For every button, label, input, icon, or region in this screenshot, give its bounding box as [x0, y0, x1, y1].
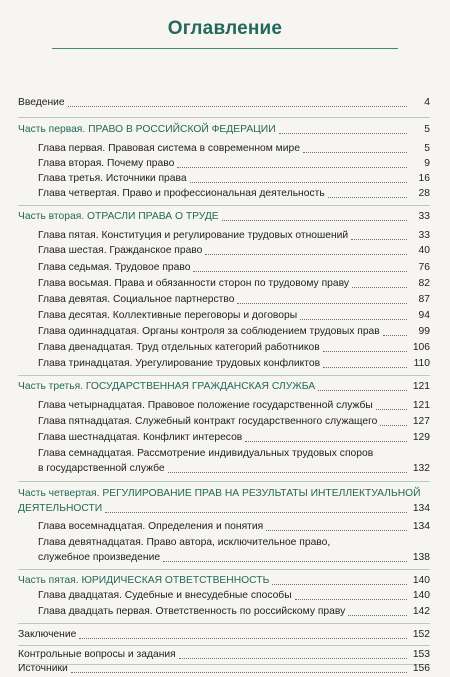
entry-title: Глава десятая. Коллективные переговоры и договоры: [38, 310, 298, 321]
page-number: 16: [418, 173, 430, 184]
page-number: 110: [413, 358, 430, 369]
dot-leader: [105, 512, 407, 513]
toc-part-4[interactable]: [18, 503, 430, 515]
page-number: 140: [412, 590, 430, 601]
dot-leader: [179, 658, 407, 659]
toc-chapter[interactable]: [38, 432, 430, 444]
page-number: 134: [412, 503, 430, 514]
toc-entry-sources[interactable]: [18, 663, 430, 675]
entry-title: Глава двадцатая. Судебные и внесудебные способы: [38, 590, 292, 601]
page-number: 121: [412, 381, 430, 392]
entry-title: Глава первая. Правовая система в современном мире: [38, 143, 300, 154]
toc-entry-conclusion[interactable]: [18, 629, 430, 641]
dot-leader: [383, 335, 407, 336]
toc-chapter[interactable]: [38, 606, 430, 618]
entry-title: в государственной службе: [38, 463, 165, 474]
dot-leader: [193, 271, 407, 272]
page-number: 140: [412, 575, 430, 586]
page-number: 94: [418, 310, 430, 321]
page-number: 33: [418, 230, 430, 241]
dot-leader: [323, 367, 407, 368]
dot-leader: [376, 409, 407, 410]
toc-chapter[interactable]: [38, 463, 430, 475]
toc-part-4-line1[interactable]: [18, 488, 421, 500]
part-title: РЕГУЛИРОВАНИЕ ПРАВ НА РЕЗУЛЬТАТЫ ИНТЕЛЛЕКТУАЛЬНОЙ: [102, 488, 421, 499]
entry-title: Глава четвертая. Право и профессиональная деятельность: [38, 188, 325, 199]
page-number: 5: [424, 124, 430, 135]
part-label: Часть четвертая.: [18, 488, 100, 499]
dot-leader: [237, 303, 407, 304]
toc-part-1[interactable]: [18, 124, 430, 136]
toc-chapter[interactable]: [38, 173, 430, 185]
dot-leader: [328, 197, 407, 198]
section-divider: [18, 375, 430, 376]
dot-leader: [68, 106, 407, 107]
dot-leader: [79, 638, 407, 639]
toc-chapter[interactable]: [38, 342, 430, 354]
page-number: 28: [418, 188, 430, 199]
entry-title: Глава пятая. Конституция и регулирование трудовых отношений: [38, 230, 349, 241]
toc-chapter[interactable]: [38, 158, 430, 170]
dot-leader: [318, 390, 407, 391]
entry-title: Введение: [18, 97, 65, 108]
entry-title: Контрольные вопросы и задания: [18, 649, 176, 660]
toc-part-3[interactable]: [18, 381, 430, 393]
section-divider: [18, 205, 430, 206]
toc-chapter[interactable]: [38, 188, 430, 200]
entry-title: Глава четырнадцатая. Правовое положение государственной службы: [38, 400, 373, 411]
dot-leader: [205, 254, 407, 255]
dot-leader: [272, 584, 407, 585]
entry-title: Глава тринадцатая. Урегулирование трудовых конфликтов: [38, 358, 321, 369]
entry-title: Глава шестая. Гражданское право: [38, 245, 203, 256]
dot-leader: [168, 472, 407, 473]
entry-title: Глава двадцать первая. Ответственность по российскому праву: [38, 606, 346, 617]
toc-chapter[interactable]: [38, 310, 430, 322]
page-number: 127: [412, 416, 430, 427]
page-title: Оглавление: [167, 18, 283, 39]
page-number: 156: [412, 663, 430, 674]
entry-title: Глава шестнадцатая. Конфликт интересов: [38, 432, 243, 443]
part-title: ПРАВО В РОССИЙСКОЙ ФЕДЕРАЦИИ: [88, 124, 276, 135]
section-divider: [18, 569, 430, 570]
toc-chapter[interactable]: [38, 294, 430, 306]
section-divider: [18, 117, 430, 118]
page-number: 9: [424, 158, 430, 169]
toc-chapter[interactable]: [38, 278, 430, 290]
entry-title: Глава восемнадцатая. Определения и понятия: [38, 521, 264, 532]
entry-title: Источники: [18, 663, 68, 674]
toc-chapter[interactable]: [38, 552, 430, 564]
page-number: 132: [412, 463, 430, 474]
toc-chapter[interactable]: [38, 358, 430, 370]
toc-entry-intro[interactable]: [18, 97, 430, 109]
part-title: ЮРИДИЧЕСКАЯ ОТВЕТСТВЕННОСТЬ: [81, 575, 270, 586]
part-title: ОТРАСЛИ ПРАВА О ТРУДЕ: [87, 211, 219, 222]
page-number: 33: [418, 211, 430, 222]
page-number: 152: [412, 629, 430, 640]
page-number: 4: [424, 97, 430, 108]
section-divider: [18, 481, 430, 482]
page-number: 40: [418, 245, 430, 256]
toc-part-5[interactable]: [18, 575, 430, 587]
part-title: ГОСУДАРСТВЕННАЯ ГРАЖДАНСКАЯ СЛУЖБА: [85, 381, 316, 392]
page-number: 87: [418, 294, 430, 305]
dot-leader: [351, 239, 407, 240]
part-label: Часть третья.: [18, 381, 84, 392]
page-number: 76: [418, 262, 430, 273]
dot-leader: [71, 672, 407, 673]
dot-leader: [323, 351, 407, 352]
dot-leader: [279, 133, 407, 134]
toc-chapter[interactable]: [38, 521, 430, 533]
toc-chapter[interactable]: [38, 143, 430, 155]
dot-leader: [190, 182, 407, 183]
page-number: 129: [412, 432, 430, 443]
toc-chapter[interactable]: [38, 400, 430, 412]
toc-chapter-line1[interactable]: Глава девятнадцатая. Право автора, исключительное право,: [38, 537, 331, 548]
dot-leader: [222, 220, 407, 221]
dot-leader: [348, 615, 407, 616]
dot-leader: [380, 425, 407, 426]
page-number: 121: [412, 400, 430, 411]
page-number: 82: [418, 278, 430, 289]
toc-entry-questions[interactable]: [18, 649, 430, 661]
toc-chapter[interactable]: [38, 230, 430, 242]
dot-leader: [163, 561, 407, 562]
dot-leader: [303, 152, 407, 153]
dot-leader: [177, 167, 407, 168]
toc-chapter[interactable]: [38, 326, 430, 338]
entry-title: Глава одиннадцатая. Органы контроля за соблюдением трудовых прав: [38, 326, 380, 337]
page-number: 142: [412, 606, 430, 617]
dot-leader: [266, 530, 407, 531]
section-divider: [18, 623, 430, 624]
page-number: 138: [412, 552, 430, 563]
entry-title: Глава двенадцатая. Труд отдельных категорий работников: [38, 342, 320, 353]
entry-title: Глава третья. Источники права: [38, 173, 187, 184]
part-label: Часть пятая.: [18, 575, 79, 586]
entry-title: Глава седьмая. Трудовое право: [38, 262, 191, 273]
entry-title: Глава девятая. Социальное партнерство: [38, 294, 235, 305]
dot-leader: [352, 287, 407, 288]
dot-leader: [245, 441, 407, 442]
entry-title: служебное произведение: [38, 552, 161, 563]
entry-title: Заключение: [18, 629, 77, 640]
part-label: Часть первая.: [18, 124, 86, 135]
dot-leader: [300, 319, 407, 320]
toc-chapter[interactable]: [38, 590, 430, 602]
part-title-continued: ДЕЯТЕЛЬНОСТИ: [18, 503, 103, 514]
toc-part-2[interactable]: [18, 211, 430, 223]
part-label: Часть вторая.: [18, 211, 85, 222]
toc-chapter[interactable]: [38, 245, 430, 257]
toc-chapter[interactable]: [38, 416, 430, 428]
entry-title: Глава вторая. Почему право: [38, 158, 175, 169]
page-number: 106: [412, 342, 430, 353]
page-number: 153: [412, 649, 430, 660]
toc-chapter[interactable]: [38, 262, 430, 274]
section-divider: [18, 645, 430, 646]
entry-title: Глава восьмая. Права и обязанности сторон по трудовому праву: [38, 278, 349, 289]
toc-chapter-line1[interactable]: Глава семнадцатая. Рассмотрение индивидуальных трудовых споров: [38, 448, 374, 459]
dot-leader: [295, 599, 407, 600]
page-number: 134: [412, 521, 430, 532]
page-number: 99: [418, 326, 430, 337]
page-number: 5: [424, 143, 430, 154]
entry-title: Глава пятнадцатая. Служебный контракт государственного служащего: [38, 416, 378, 427]
